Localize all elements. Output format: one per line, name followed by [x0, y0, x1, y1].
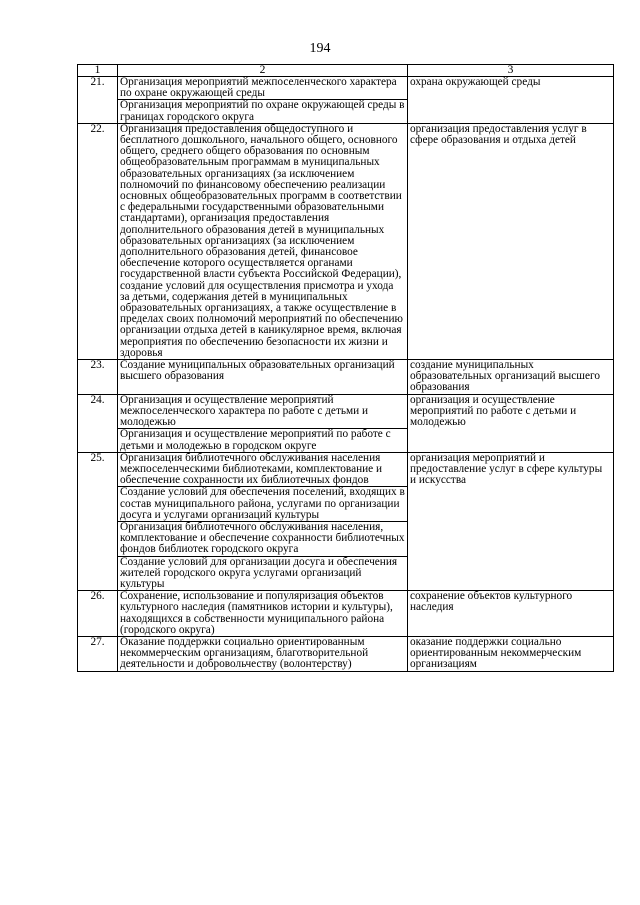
table-header-row	[78, 65, 614, 77]
page-number: 194	[309, 41, 331, 56]
activity-area: организация и осуществление мероприятий по работе с детьми и молодежью	[408, 394, 614, 452]
table-row	[78, 123, 614, 359]
row-number: 25.	[78, 452, 118, 590]
table-row	[78, 77, 614, 124]
table-row	[78, 360, 614, 395]
row-number: 23.	[78, 360, 118, 395]
table-row	[78, 394, 614, 452]
power-description-cell	[118, 636, 408, 671]
power-description: Организация библиотечного обслуживания населения, комплектование и обеспечение сохранности библиотечных фондов библиотек городского округа	[118, 521, 407, 556]
header-col-1: 1	[78, 65, 118, 77]
power-description-cell	[118, 77, 408, 124]
row-number: 27.	[78, 636, 118, 671]
power-description: Организация мероприятий по охране окружающей среды в границах городского округа	[118, 99, 407, 122]
power-description-cell	[118, 394, 408, 452]
activity-area: создание муниципальных образовательных организаций высшего образования	[408, 360, 614, 395]
power-description: Сохранение, использование и популяризация объектов культурного наследия (памятников истории и культуры), находящихся в собственности муниципального района (городского округа)	[120, 590, 393, 636]
table-row	[78, 452, 614, 590]
power-description: Организация и осуществление мероприятий по работе с детьми и молодежью в городском округе	[118, 428, 407, 451]
power-description: Оказание поддержки социально ориентированным некоммерческим организациям, благотворительной деятельности и добровольчеству (волонтерству)	[120, 635, 369, 671]
activity-area: организация мероприятий и предоставление услуг в сфере культуры и искусства	[408, 452, 614, 590]
power-description: Организация мероприятий межпоселенческого характера по охране окружающей среды	[120, 76, 397, 100]
power-description-cell	[118, 123, 408, 359]
power-description: Создание муниципальных образовательных организаций высшего образования	[120, 359, 395, 383]
activity-area: оказание поддержки социально ориентированным некоммерческим организациям	[408, 636, 614, 671]
activity-area: охрана окружающей среды	[408, 77, 614, 124]
table-row	[78, 591, 614, 637]
power-description: Создание условий для обеспечения поселений, входящих в состав муниципального района, услугами по организации досуга и услугами организаций культуры	[118, 486, 407, 521]
power-description: Организация библиотечного обслуживания населения межпоселенческими библиотеками, комплектование и обеспечение сохранности их библиотечных фондов	[120, 451, 383, 487]
activity-area: сохранение объектов культурного наследия	[408, 591, 614, 637]
power-description: Организация предоставления общедоступного и бесплатного дошкольного, начального общего, основного общего, среднего общего образования по основным общеобразовательным программам в муниципальных образовательных организациях (за исключением полномочий по финансовому обеспечению реализации основных общеобразовательных программ в соответствии с федеральными государственными образовательными стандартами), организация предоставления дополнительного образования детей в муниципальных образовательных организациях (за исключением дополнительного образования детей, финансовое обеспечение которого осуществляется органами государственной власти субъекта Российской Федерации), создание условий для осуществления присмотра и ухода за детьми, содержания детей в муниципальных образовательных организациях, а также осуществление в пределах своих полномочий мероприятий по обеспечению организации отдыха детей в каникулярное время, включая мероприятия по обеспечению безопасности их жизни и здоровья	[120, 122, 403, 359]
power-description-cell	[118, 591, 408, 637]
power-description-cell	[118, 452, 408, 590]
row-number: 26.	[78, 591, 118, 637]
row-number: 22.	[78, 123, 118, 359]
powers-table	[77, 64, 614, 672]
power-description: Организация и осуществление мероприятий межпоселенческого характера по работе с детьми и молодежью	[120, 393, 369, 429]
power-description: Создание условий для организации досуга и обеспечения жителей городского округа услугами организаций культуры	[118, 556, 407, 591]
power-description-cell	[118, 360, 408, 395]
table-body	[78, 65, 614, 672]
header-col-2: 2	[118, 65, 408, 77]
table-row	[78, 636, 614, 671]
row-number: 21.	[78, 77, 118, 124]
row-number: 24.	[78, 394, 118, 452]
header-col-3: 3	[408, 65, 614, 77]
activity-area: организация предоставления услуг в сфере образования и отдыха детей	[408, 123, 614, 359]
